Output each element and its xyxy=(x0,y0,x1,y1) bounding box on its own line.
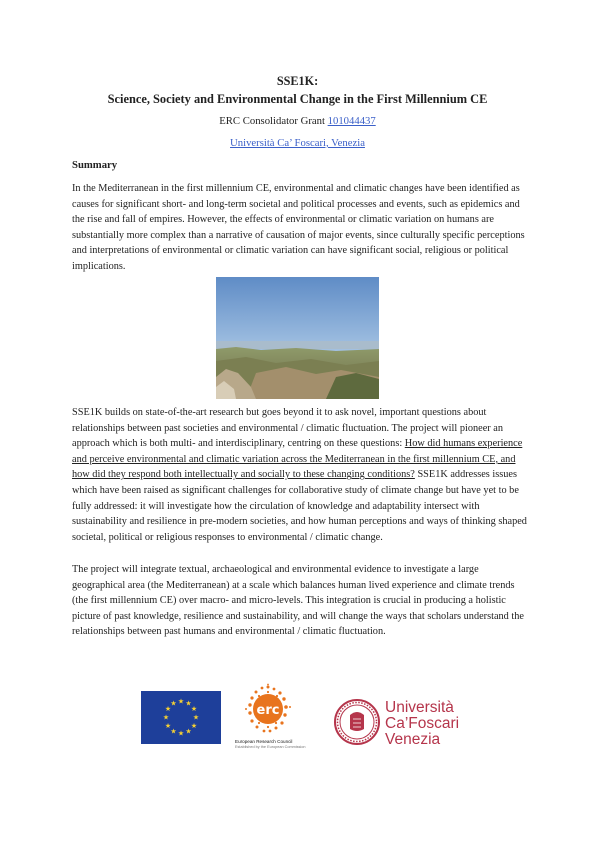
svg-text:★: ★ xyxy=(164,722,172,730)
summary-paragraph-2 xyxy=(72,405,527,545)
summary-paragraph-3: The project will integrate textual, archaeological and environmental evidence to investigate a large geographical area (the Mediterranean) at a scale which balances human lived experience and climate trends (the first millennium CE) over macro- and micro-levels. This integration is crucial in producing a holistic picture of past knowledge, resilience and sustainability, and will change the ways that scholars understand the relationships between past humans and environmental / climatic fluctuation. xyxy=(72,564,524,638)
erc-burst-icon xyxy=(230,683,322,739)
svg-text:★: ★ xyxy=(192,713,200,722)
svg-text:★: ★ xyxy=(170,727,177,736)
erc-caption: European Research Council xyxy=(235,739,293,744)
svg-text:★: ★ xyxy=(164,705,172,713)
document-title-line2: Science, Society and Environmental Change in the First Millennium CE xyxy=(107,92,488,106)
ca-foscari-line2: Ca’Foscari xyxy=(385,715,460,732)
erc-logo xyxy=(230,683,322,751)
svg-text:★: ★ xyxy=(162,713,170,722)
eu-flag-logo xyxy=(141,691,221,744)
erc-wordmark: erc xyxy=(256,703,280,718)
svg-text:★: ★ xyxy=(185,699,192,708)
document-title-line1: SSE1K: xyxy=(276,74,319,88)
summary-heading: Summary xyxy=(72,159,118,171)
svg-text:★: ★ xyxy=(170,699,177,708)
paragraph-2-intro: SSE1K builds on state-of-the-art research but goes beyond it to ask novel, important questions about relationships between past societies and environmental / climatic fluctuation. The project will pioneer an approach which is both multi- and interdisciplinary, centring on these questions: xyxy=(72,407,504,450)
ca-foscari-logo xyxy=(333,693,478,751)
landscape-photo xyxy=(216,277,379,399)
ca-foscari-wordmark xyxy=(385,700,459,748)
summary-paragraph-1: In the Mediterranean in the first millennium CE, environmental and climatic changes have been identified as causes for significant short- and long-term societal and political processes and events, such as epidemics and the rise and fall of empires. However, the effects of environmental or climatic variation on humans are substantially more complex than a narrative of causation of major events, since culturally specific perceptions and interpretations of environmental or climatic variation can have significant social, religious or political implications. xyxy=(72,183,525,272)
svg-text:★: ★ xyxy=(190,722,198,730)
grant-line xyxy=(0,115,595,127)
paragraph-2-continuation: SSE1K addresses issues which have been raised as significant challenges for collaborative study of climate change but have yet to be fully addressed: it will investigate how the circulation of knowledge and adaptability intersect with sustainability and resilience in pre-modern societies, and how human perceptions and ways of thinking shaped societal, political or religious responses to environmental / climatic change. xyxy=(72,469,527,543)
svg-text:★: ★ xyxy=(185,727,192,736)
eu-stars-icon xyxy=(141,691,221,744)
grant-label: ERC Consolidator Grant xyxy=(219,115,328,127)
svg-text:★: ★ xyxy=(190,705,198,713)
research-question: How did humans experience and perceive environmental and climatic variation across the Mediterranean in the first millennium CE, and how did they respond both intellectually and socially to these changing conditions? xyxy=(72,438,523,481)
ca-foscari-seal-icon xyxy=(333,693,381,751)
erc-subcaption: Established by the European Commission xyxy=(235,745,306,749)
landscape-photo-graphic xyxy=(216,277,379,399)
ca-foscari-line3: Venezia xyxy=(385,731,441,748)
grant-number-link[interactable]: 101044437 xyxy=(327,115,376,127)
ca-foscari-line1: Università xyxy=(385,699,454,716)
svg-text:★: ★ xyxy=(177,729,185,738)
svg-text:★: ★ xyxy=(177,697,185,706)
university-link[interactable]: Università Ca’ Foscari, Venezia xyxy=(230,137,365,149)
university-line xyxy=(0,137,595,149)
